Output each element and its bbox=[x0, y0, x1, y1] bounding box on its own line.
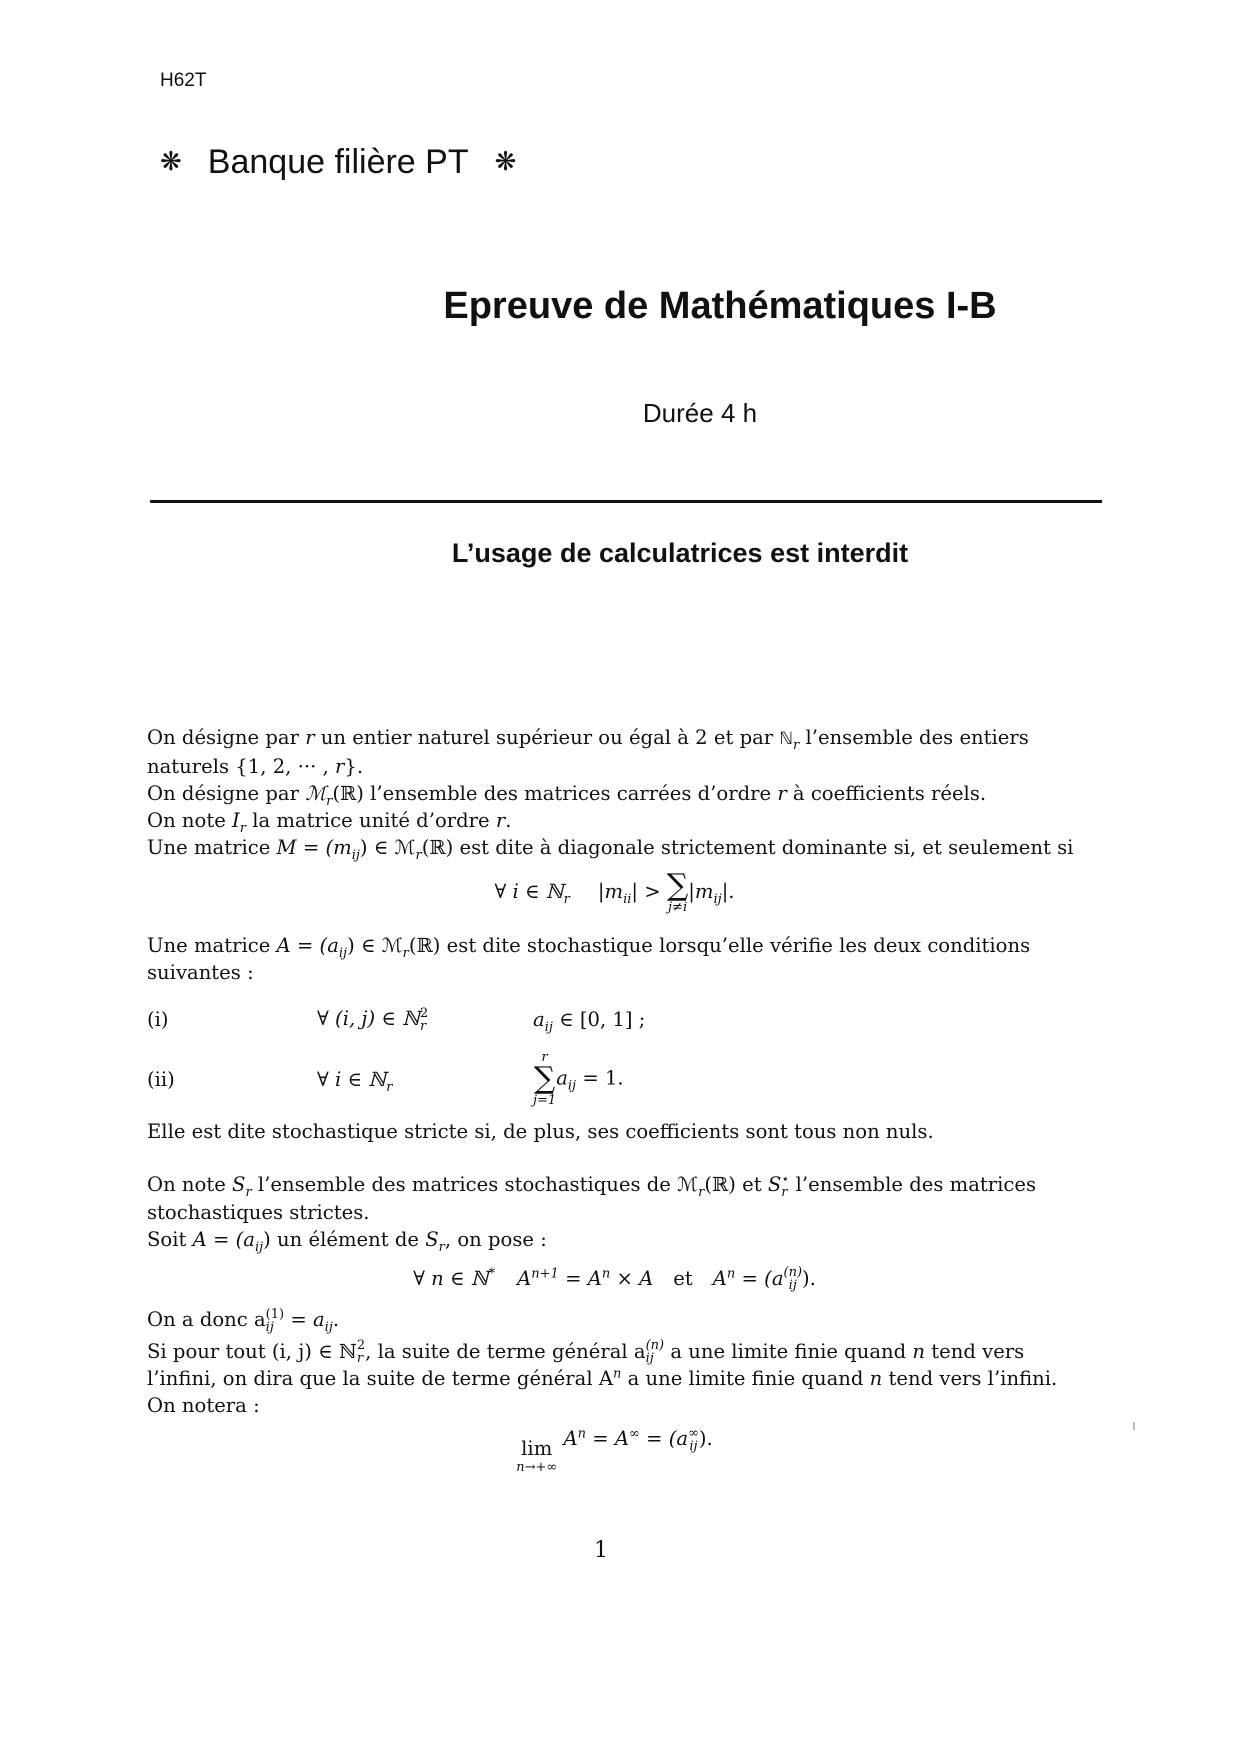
paragraph-r-definition bbox=[147, 724, 1082, 780]
text: (ℝ) et bbox=[704, 1173, 768, 1196]
var-M: M bbox=[276, 836, 297, 859]
var-S: S bbox=[232, 1173, 246, 1196]
banque-heading bbox=[160, 143, 516, 182]
text: On note bbox=[147, 1173, 233, 1196]
math: ). bbox=[698, 1427, 713, 1450]
var-r: r bbox=[305, 726, 315, 749]
math: A bbox=[712, 1266, 727, 1290]
math: ∀ i ∈ ℕ bbox=[494, 880, 564, 903]
text: a une limite finie quand bbox=[621, 1367, 870, 1390]
text: et bbox=[673, 1266, 693, 1290]
text: un entier naturel supérieur ou égal à 2 et par bbox=[314, 726, 780, 749]
sub: r bbox=[420, 1018, 427, 1034]
sub: r bbox=[386, 1079, 393, 1095]
math: a bbox=[556, 1066, 568, 1090]
sub: ij bbox=[788, 1278, 797, 1293]
exam-title: Epreuve de Mathématiques I-B bbox=[443, 285, 997, 327]
var-r: r bbox=[495, 809, 506, 832]
sub: r bbox=[356, 1351, 364, 1366]
text: à coefficients réels. bbox=[786, 782, 987, 805]
math: ∀ (i, j) ∈ ℕ bbox=[317, 1007, 421, 1031]
text: Si pour tout (i, j) ∈ ℕ bbox=[147, 1339, 357, 1363]
condition-ii bbox=[147, 1046, 1082, 1112]
sup: 2 bbox=[356, 1338, 366, 1353]
text: , la suite de terme général a bbox=[365, 1339, 646, 1363]
math: = (a bbox=[639, 1427, 689, 1450]
text: . bbox=[332, 1308, 340, 1331]
condition-quantifier bbox=[317, 1005, 533, 1033]
sub: ij bbox=[567, 1078, 577, 1094]
sum-sup: r bbox=[541, 1050, 548, 1065]
sub: ij bbox=[689, 1438, 698, 1454]
paragraph-matrix-set bbox=[147, 780, 1082, 807]
sub: ij bbox=[265, 1319, 274, 1335]
sup: n+1 bbox=[531, 1265, 559, 1281]
sup: n bbox=[726, 1265, 736, 1281]
math: ). bbox=[802, 1266, 816, 1290]
paragraph-notation: On notera : bbox=[147, 1394, 260, 1417]
var-r: r bbox=[335, 755, 345, 778]
text: On a donc a bbox=[147, 1308, 266, 1331]
formula-power bbox=[147, 1265, 1082, 1293]
text: = (a bbox=[290, 934, 339, 957]
var-r: r bbox=[777, 782, 787, 805]
paragraph-sets bbox=[147, 1171, 1082, 1226]
math: = 1. bbox=[576, 1066, 624, 1090]
sub: ij bbox=[351, 847, 360, 863]
text: (ℝ) est dite à diagonale strictement dominante si, et seulement si bbox=[421, 836, 1074, 859]
var-S: S bbox=[425, 1227, 439, 1251]
sub: r bbox=[781, 1184, 788, 1200]
set-N: ℕ bbox=[779, 729, 794, 749]
math: = A bbox=[585, 1427, 630, 1450]
text: On désigne par bbox=[147, 782, 306, 805]
sub: r bbox=[438, 1239, 445, 1255]
sum-sub: j=1 bbox=[533, 1093, 557, 1108]
math: a bbox=[533, 1007, 545, 1031]
paragraph-strict: Elle est dite stochastique stricte si, de plus, ses coefficients sont tous non nuls. bbox=[147, 1120, 934, 1143]
text: (ℝ) l’ensemble des matrices carrées d’ordre bbox=[332, 782, 778, 805]
condition-expression bbox=[533, 1051, 624, 1107]
math: = A bbox=[558, 1266, 602, 1290]
paragraph-limit bbox=[147, 1338, 1082, 1393]
sub: r bbox=[402, 945, 409, 961]
text: Une matrice bbox=[147, 934, 277, 957]
formula-dominant bbox=[147, 868, 1082, 915]
sup: ∞ bbox=[688, 1425, 699, 1441]
condition-label: (ii) bbox=[147, 1067, 175, 1091]
sigma-icon: ∑ bbox=[666, 868, 689, 903]
exam-duration: Durée 4 h bbox=[642, 398, 758, 428]
sub: ij bbox=[645, 1351, 654, 1366]
var-A: A bbox=[276, 934, 291, 957]
paragraph-dominant bbox=[147, 834, 1082, 861]
sup: (n) bbox=[783, 1265, 803, 1280]
page-number: 1 bbox=[594, 1538, 608, 1563]
paragraph-stochastic bbox=[147, 932, 1082, 986]
sum-symbol bbox=[666, 868, 689, 915]
banque-title: Banque filière PT bbox=[207, 143, 469, 181]
text: On désigne par bbox=[147, 726, 306, 749]
sup: (n) bbox=[645, 1338, 665, 1353]
math: = (a bbox=[735, 1266, 784, 1290]
sub: ij bbox=[713, 891, 722, 907]
math: A bbox=[517, 1266, 532, 1290]
math: ∀ i ∈ ℕ bbox=[317, 1067, 387, 1091]
document-code: H62T bbox=[160, 70, 207, 91]
text: tend vers l’infini, on dira que la suite de terme général A bbox=[147, 1339, 1025, 1390]
sub: r bbox=[326, 793, 333, 809]
var-A: A bbox=[192, 1227, 207, 1251]
sup: n bbox=[601, 1265, 611, 1281]
text: (ℝ) est dite stochastique lorsqu’elle vérifie les deux conditions suivantes : bbox=[147, 934, 1031, 984]
sum-sub: j≠i bbox=[668, 900, 688, 915]
math: | > bbox=[631, 880, 667, 903]
margin-mark bbox=[1133, 1422, 1135, 1430]
sup: ⋆ bbox=[781, 1171, 790, 1187]
text: tend vers l’infini. bbox=[882, 1367, 1058, 1390]
paragraph-power bbox=[147, 1226, 1082, 1253]
var-n: n bbox=[912, 1339, 926, 1363]
sub: ij bbox=[338, 945, 348, 961]
text: On note bbox=[147, 809, 233, 832]
sup: n bbox=[612, 1366, 622, 1382]
text: l’ensemble des matrices stochastiques strictes. bbox=[147, 1173, 1037, 1224]
sub: r bbox=[563, 891, 570, 907]
sub: ij bbox=[544, 1019, 553, 1035]
lim-text: lim bbox=[521, 1437, 553, 1460]
condition-label: (i) bbox=[147, 1007, 169, 1031]
sub: ii bbox=[623, 891, 632, 907]
text: Une matrice bbox=[147, 836, 277, 859]
calculator-notice: L’usage de calculatrices est interdit bbox=[451, 538, 909, 568]
paragraph-first-power bbox=[147, 1306, 1082, 1334]
sub: ij bbox=[324, 1319, 333, 1335]
var-I: I bbox=[232, 809, 240, 832]
sup: (1) bbox=[265, 1306, 285, 1322]
sub: ij bbox=[254, 1239, 264, 1255]
star-right-icon: ❋ bbox=[494, 146, 517, 176]
text: l’ensemble des entiers naturels {1, 2, ··· , bbox=[147, 726, 1029, 778]
sup: n bbox=[577, 1426, 586, 1442]
text: . bbox=[505, 809, 512, 832]
sup: ∞ bbox=[629, 1426, 640, 1442]
var-n: n bbox=[869, 1367, 883, 1390]
lim-sub: n→+∞ bbox=[516, 1459, 558, 1475]
text: la matrice unité d’ordre bbox=[246, 809, 496, 832]
math: A bbox=[557, 1427, 578, 1450]
text: ) un élément de bbox=[263, 1227, 426, 1251]
text: l’ensemble des matrices stochastiques de ℳ bbox=[251, 1173, 699, 1196]
text: a une limite finie quand bbox=[664, 1339, 913, 1363]
sup: * bbox=[488, 1265, 496, 1281]
sub: r bbox=[245, 1184, 252, 1200]
sum-symbol bbox=[533, 1051, 556, 1107]
math: ∈ [0, 1] ; bbox=[552, 1007, 646, 1031]
text: , on pose : bbox=[444, 1227, 547, 1251]
sub: r bbox=[698, 1184, 705, 1200]
star-left-icon: ❋ bbox=[160, 146, 182, 176]
horizontal-rule bbox=[150, 500, 1102, 503]
text: = (m bbox=[296, 836, 352, 859]
paragraph-identity bbox=[147, 807, 1082, 834]
formula-limit bbox=[147, 1425, 1082, 1474]
math: = a bbox=[284, 1308, 325, 1331]
lim-symbol bbox=[516, 1439, 557, 1474]
math: |m bbox=[688, 880, 714, 903]
math: |. bbox=[721, 880, 735, 903]
sub: r bbox=[239, 820, 246, 836]
math: ∀ n ∈ ℕ bbox=[413, 1266, 489, 1290]
sub: r bbox=[793, 737, 800, 753]
sub: r bbox=[415, 847, 422, 863]
math: |m bbox=[597, 880, 624, 903]
text: ) ∈ ℳ bbox=[359, 836, 416, 859]
set-M: ℳ bbox=[305, 782, 327, 805]
var-S: S bbox=[767, 1173, 782, 1196]
text: }. bbox=[344, 755, 364, 778]
sup: 2 bbox=[420, 1005, 429, 1021]
condition-quantifier bbox=[317, 1066, 533, 1093]
text: Soit bbox=[147, 1227, 193, 1251]
text: = (a bbox=[206, 1227, 255, 1251]
math: × A bbox=[610, 1266, 654, 1290]
condition-expression bbox=[533, 1006, 645, 1033]
exam-body bbox=[147, 724, 1082, 1474]
condition-i bbox=[147, 992, 1082, 1046]
sigma-icon: ∑ bbox=[533, 1061, 556, 1096]
text: ) ∈ ℳ bbox=[347, 934, 403, 957]
